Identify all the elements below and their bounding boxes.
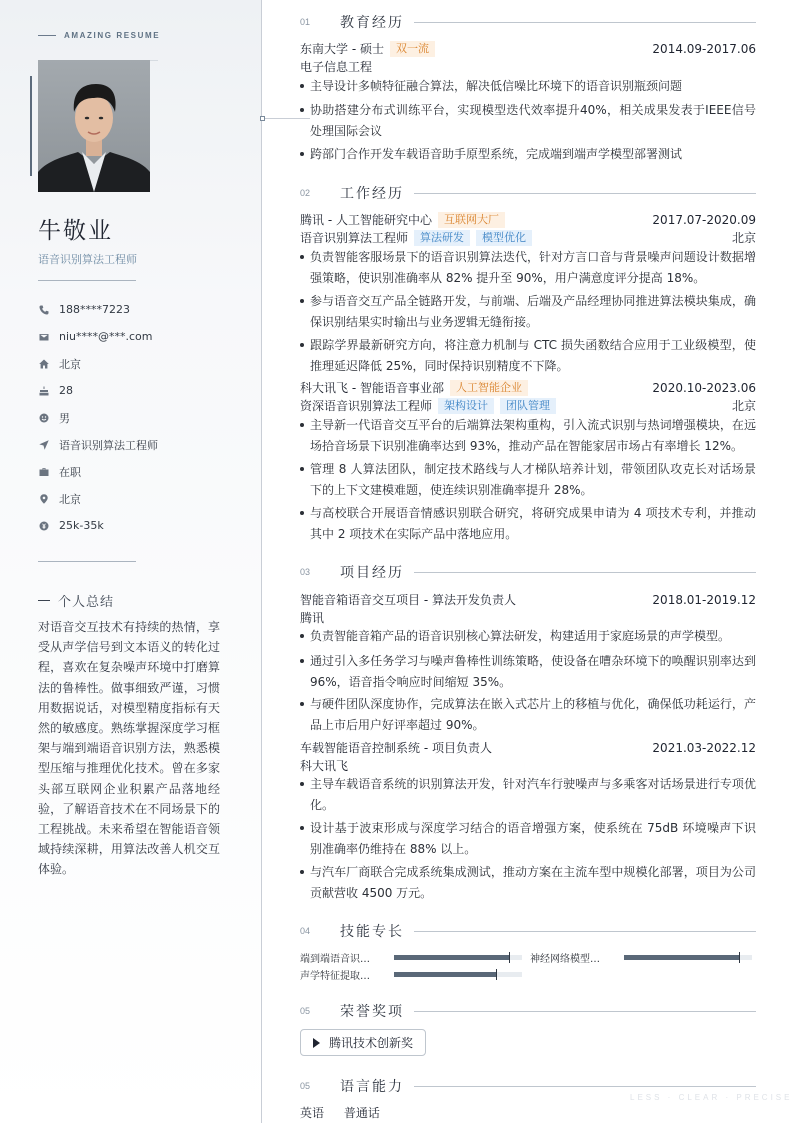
project-bullet: 设计基于波束形成与深度学习结合的语音增强方案，使系统在 75dB 环境噪声下识别准确率仍维持在 88% 以上。 [300,818,756,859]
skill-level-marker [509,952,510,963]
section-title: 语言能力 [340,1079,404,1095]
project-company: 腾讯 [300,611,325,625]
send-icon [38,439,50,451]
section-line [414,931,756,932]
work-city: 北京 [731,399,756,413]
section-line [414,1086,756,1087]
education-bullet: 主导设计多帧特征融合算法，解决低信噪比环境下的语音识别瓶颈问题 [300,76,756,97]
smile-icon [38,412,50,424]
info-email-text: niu****@***.com [59,330,153,343]
education-major-row [300,58,756,75]
person-name: 牛敬业 [38,218,113,244]
work-date: 2017.07-2020.09 [652,212,756,227]
info-location-text: 北京 [59,492,81,506]
section-number: 01 [300,17,311,27]
skill-level-marker [496,969,497,980]
project-company: 科大讯飞 [300,759,349,773]
summary-heading [38,591,114,610]
section-skills-heading [300,921,756,941]
education-tag: 双一流 [390,41,435,57]
project-date: 2021.03-2022.12 [652,740,756,755]
work-skill-tag: 模型优化 [476,230,532,246]
work-company-tag: 人工智能企业 [450,380,528,396]
work-company: 腾讯 - 人工智能研究中心 [300,213,432,227]
work-skill-tag: 团队管理 [500,398,556,414]
info-age [38,377,248,404]
info-phone-text: 188****7223 [59,303,130,316]
work-skill-tag: 架构设计 [438,398,494,414]
project-company-row [300,757,756,774]
watermark-text: LESS · CLEAR · PRECISE [630,1093,793,1102]
play-triangle-icon [313,1038,320,1048]
work-bullet: 主导新一代语音交互平台的后端算法架构重构，引入流式识别与热词增强模块，在远场拾音场景下识别准确率达到 93%，推动产品在智能家居市场占有率增长 12%。 [300,415,756,456]
language-level: 普通话 [343,1106,380,1120]
work-date: 2020.10-2023.06 [652,380,756,395]
info-email [38,323,248,350]
language-row [300,1104,396,1121]
project-bullet: 与硬件团队深度协作，完成算法在嵌入式芯片上的移植与优化，确保低功耗运行，产品上市后用户好评率超过 90%。 [300,694,756,735]
summary-title: 个人总结 [58,595,115,610]
work-company-tag: 互联网大厂 [438,212,505,228]
info-gender-text: 男 [59,411,70,425]
home-icon [38,358,50,370]
project-bullet: 通过引入多任务学习与噪声鲁棒性训练策略，使设备在嘈杂环境下的唤醒识别率达到 96%，语音指令响应时间缩短 35%。 [300,651,756,692]
project-company-row [300,609,756,626]
skill-level-fill [394,972,496,977]
mail-icon [38,331,50,343]
info-location [38,485,248,512]
project-bullet: 负责智能音箱产品的语音识别核心算法研发，构建适用于家庭场景的声学模型。 [300,626,756,647]
skill-level-bar [394,972,522,977]
project-header-row [300,739,756,756]
education-school: 东南大学 - 硕士 [300,42,384,56]
skill-name: 神经网络模型… [530,954,600,965]
section-number: 05 [300,1006,311,1016]
summary-dash [38,600,50,601]
skill-item [300,967,522,982]
section-title: 技能专长 [340,924,404,940]
project-bullet: 主导车载语音系统的识别算法开发，针对汽车行驶噪声与多乘客对话场景进行专项优化。 [300,774,756,815]
work-role: 资深语音识别算法工程师 [300,399,433,413]
work-bullet: 与高校联合开展语音情感识别联合研究，将研究成果申请为 4 项技术专利，并推动其中 2 项技术在实际产品中落地应用。 [300,503,756,544]
skill-level-marker [739,952,740,963]
section-title: 荣誉奖项 [340,1004,404,1020]
info-age-text: 28 [59,384,73,397]
photo-connector-dot [260,116,265,121]
info-gender [38,404,248,431]
location-pin-icon [38,493,50,505]
work-role-row [300,229,756,246]
award-name: 腾讯技术创新奖 [329,1036,414,1050]
work-header-row [300,211,756,228]
section-number: 05 [300,1081,311,1091]
info-divider [38,561,136,562]
skill-level-fill [394,955,509,960]
brand-dash [38,35,56,36]
phone-icon [38,304,50,316]
section-line [414,193,756,194]
person-title: 语音识别算法工程师 [38,253,137,266]
section-title: 工作经历 [340,186,404,202]
education-bullet: 跨部门合作开发车载语音助手原型系统，完成端到端声学模型部署测试 [300,144,756,165]
info-salary [38,512,248,539]
info-position [38,431,248,458]
award-badge [300,1029,426,1056]
summary-text: 对语音交互技术有持续的热情，享受从声学信号到文本语义的转化过程，喜欢在复杂噪声环境中打磨算法的鲁棒性。做事细致严谨，习惯用数据说话，对模型精度指标有天然的敏感度。熟练掌握深度学习框架与端到端语音识别方法，熟悉模型压缩与推理优化技术。曾在多家头部互联网企业积累产品落地经验，了解语音技术在不同场景下的工程挑战。未来希望在智能语音领域持续深耕，用算法改善人机交互体验。 [38,620,220,877]
work-company: 科大讯飞 - 智能语音事业部 [300,381,444,395]
work-bullet: 参与语音交互产品全链路开发，与前端、后端及产品经理协同推进算法模块集成，确保识别结果实时输出与业务逻辑无缝衔接。 [300,291,756,332]
money-icon [38,520,50,532]
section-number: 03 [300,567,311,577]
section-number: 04 [300,926,311,936]
brand-header [38,31,160,40]
info-phone [38,296,248,323]
skill-item [530,950,752,965]
language-name: 英语 [300,1106,325,1120]
education-date: 2014.09-2017.06 [652,41,756,56]
project-name: 智能音箱语音交互项目 - 算法开发负责人 [300,593,516,607]
project-bullet: 与汽车厂商联合完成系统集成测试，推动方案在主流车型中规模化部署，项目为公司贡献营收 4500 万元。 [300,862,756,903]
project-name: 车载智能语音控制系统 - 项目负责人 [300,741,492,755]
education-header-row [300,40,756,57]
section-education-heading [300,12,756,32]
info-position-text: 语音识别算法工程师 [59,438,158,452]
section-number: 02 [300,188,311,198]
education-bullet: 协助搭建分布式训练平台，实现模型迭代效率提升40%，相关成果发表于IEEE信号处理国际会议 [300,100,756,141]
skill-level-bar [624,955,752,960]
skill-name: 声学特征提取… [300,971,370,982]
info-salary-text: 25k-35k [59,519,104,532]
info-status [38,458,248,485]
photo-accent-line [30,76,32,176]
work-bullet: 负责智能客服场景下的语音识别算法迭代，针对方言口音与背景噪声问题设计数据增强策略，使识别准确率从 82% 提升至 90%，用户满意度评分提高 18%。 [300,247,756,288]
section-title: 项目经历 [340,565,404,581]
project-date: 2018.01-2019.12 [652,592,756,607]
work-bullet: 跟踪学界最新研究方向，将注意力机制与 CTC 损失函数结合应用于工业级模型，使推理延迟降低 25%，同时保持识别精度不下降。 [300,335,756,376]
info-status-text: 在职 [59,465,81,479]
work-role-row [300,397,756,414]
brand-text: AMAZING RESUME [64,31,161,40]
section-line [414,572,756,573]
project-header-row [300,591,756,608]
avatar-portrait-icon [38,60,150,192]
work-header-row [300,379,756,396]
skill-level-bar [394,955,522,960]
section-line [414,1011,756,1012]
sidebar [0,0,262,1123]
section-line [414,22,756,23]
education-major: 电子信息工程 [300,60,373,74]
section-projects-heading [300,562,756,582]
skill-item [300,950,522,965]
skill-level-fill [624,955,739,960]
section-work-heading [300,183,756,203]
contact-info-list [38,296,248,539]
avatar-photo [38,60,150,192]
skill-name: 端到端语音识… [300,954,370,965]
work-city: 北京 [731,231,756,245]
section-title: 教育经历 [340,15,404,31]
info-city-text: 北京 [59,357,81,371]
info-city [38,350,248,377]
section-awards-heading [300,1001,756,1021]
title-divider [38,280,136,281]
briefcase-icon [38,466,50,478]
work-role: 语音识别算法工程师 [300,231,409,245]
cake-icon [38,385,50,397]
work-bullet: 管理 8 人算法团队，制定技术路线与人才梯队培养计划，带领团队攻克长对话场景下的上下文建模难题，使连续识别准确率提升 28%。 [300,459,756,500]
work-skill-tag: 算法研发 [414,230,470,246]
